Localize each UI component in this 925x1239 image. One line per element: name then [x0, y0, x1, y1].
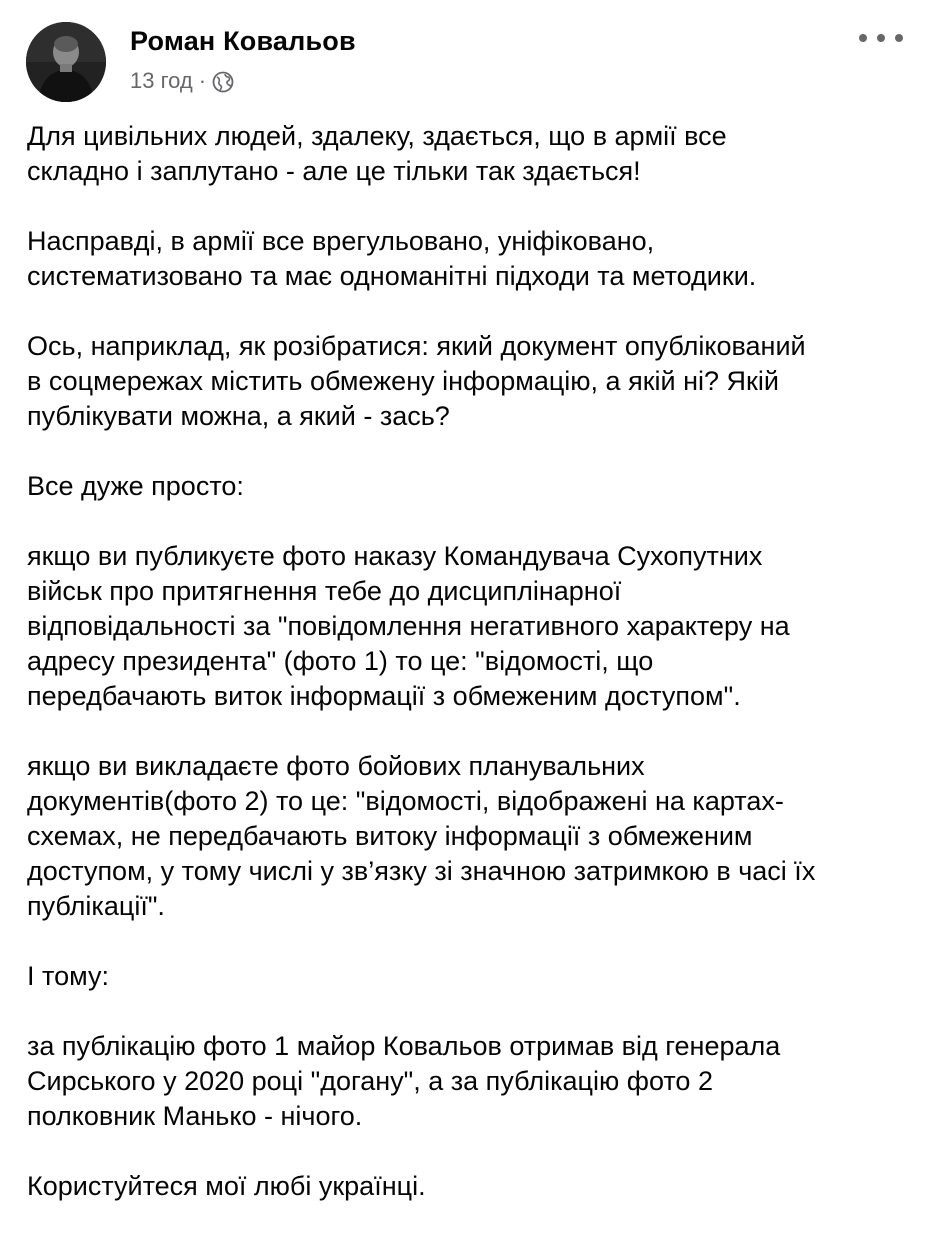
- globe-icon[interactable]: [212, 71, 234, 93]
- post-text-line: за публікацію фото 1 майор Ковальов отримав від генерала: [27, 1031, 781, 1061]
- post-text-line: документів(фото 2) то це: "відомості, відображені на картах-: [27, 786, 784, 816]
- post-paragraph: [27, 329, 907, 434]
- post-meta: [130, 68, 234, 94]
- post-text-line: адресу президента" (фото 1) то це: "відомості, що: [27, 646, 654, 676]
- author-name[interactable]: Роман Ковальов: [130, 26, 356, 56]
- meta-separator: ·: [198, 68, 207, 93]
- post-text-line: Користуйтеся мої любі українці.: [27, 1171, 426, 1201]
- post-text-line: полковник Манько - нічого.: [27, 1101, 363, 1131]
- post-text-line: військ про притягнення тебе до дисциплінарної: [27, 576, 622, 606]
- post-text-line: відповідальності за "повідомлення негативного характеру на: [27, 611, 790, 641]
- post-text-line: в соцмережах містить обмежену інформацію, а якій ні? Якій: [27, 366, 779, 396]
- post-paragraph: [27, 539, 907, 714]
- post-paragraph: [27, 119, 907, 189]
- more-dot-icon: [895, 34, 903, 42]
- more-options-button[interactable]: [859, 28, 903, 48]
- post-paragraph: [27, 1029, 907, 1134]
- post-text-line: Ось, наприклад, як розібратися: який документ опублікований: [27, 331, 806, 361]
- post-paragraph: [27, 749, 907, 924]
- post-text-line: доступом, у тому числі у зв’язку зі значною затримкою в часі їх: [27, 856, 816, 886]
- post-text-line: складно і заплутано - але це тільки так здається!: [27, 156, 641, 186]
- post-paragraph: [27, 469, 907, 504]
- more-dot-icon: [859, 34, 867, 42]
- post-text-line: Все дуже просто:: [27, 471, 244, 501]
- post-paragraph: [27, 224, 907, 294]
- post-text-line: Насправді, в армії все врегульовано, уніфіковано,: [27, 226, 655, 256]
- more-dot-icon: [877, 34, 885, 42]
- post-text-line: схемах, не передбачають витоку інформації з обмеженим: [27, 821, 753, 851]
- post-paragraph: [27, 1169, 907, 1204]
- post-timestamp[interactable]: 13 год: [130, 68, 193, 93]
- post-text-line: публікувати можна, а який - зась?: [27, 401, 450, 431]
- post-text-line: Сирського у 2020 році "догану", а за публікацію фото 2: [27, 1066, 713, 1096]
- post-text-line: публікації".: [27, 891, 165, 921]
- post-body: [27, 119, 907, 1239]
- post-text-line: Для цивільних людей, здалеку, здається, що в армії все: [27, 121, 727, 151]
- post-text-line: якщо ви публикуєте фото наказу Командувача Сухопутних: [27, 541, 763, 571]
- avatar[interactable]: [26, 22, 106, 102]
- post-header: [22, 20, 903, 104]
- post-paragraph: [27, 959, 907, 994]
- post-text-line: передбачають виток інформації з обмеженим доступом".: [27, 681, 741, 711]
- post-text-line: якщо ви викладаєте фото бойових планувальних: [27, 751, 645, 781]
- post-text-line: систематизовано та має одноманітні підходи та методики.: [27, 261, 757, 291]
- post-text-line: І тому:: [27, 961, 109, 991]
- avatar-photo: [26, 22, 106, 102]
